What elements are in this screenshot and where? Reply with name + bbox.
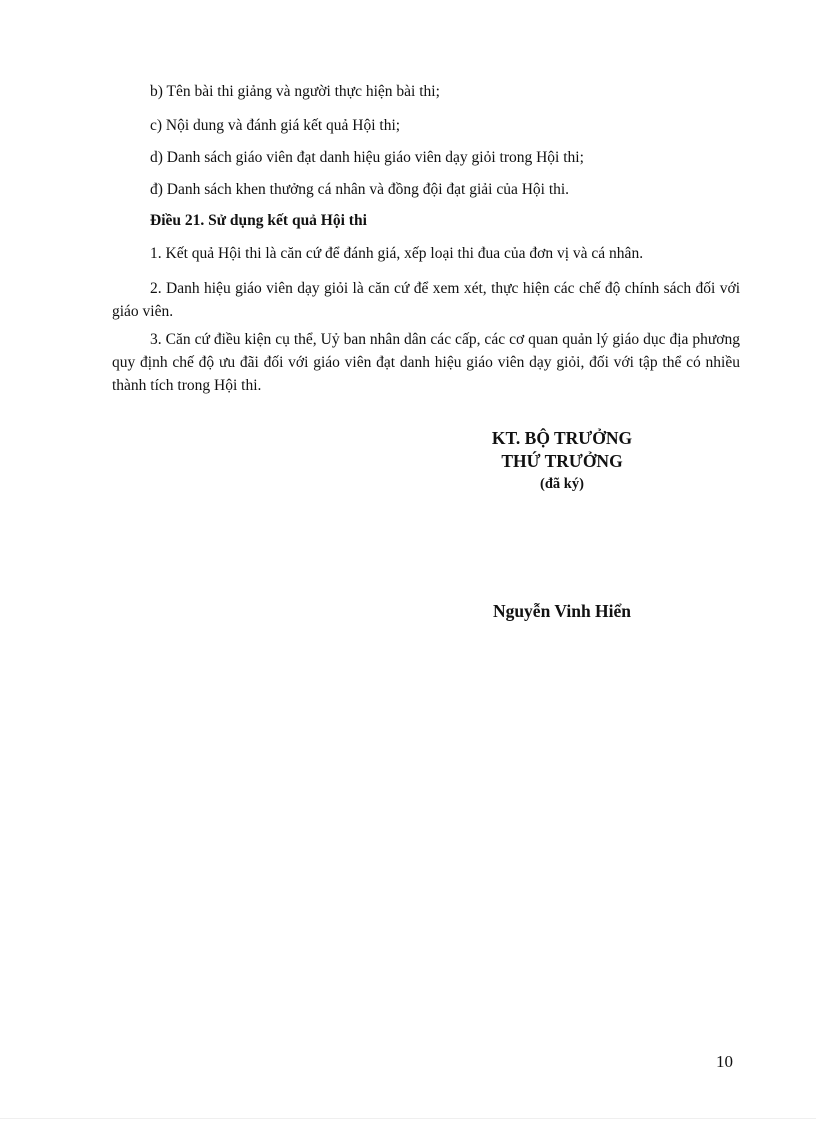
list-item-b: b) Tên bài thi giảng và người thực hiện bài thi; (150, 83, 440, 100)
signature-note: (đã ký) (540, 476, 584, 492)
signer-name: Nguyễn Vinh Hiển (492, 601, 632, 621)
paragraph-2: 2. Danh hiệu giáo viên dạy giỏi là căn cứ để xem xét, thực hiện các chế độ chính sách đối với giáo viên. (112, 280, 740, 320)
article-heading: Điều 21. Sử dụng kết quả Hội thi (150, 212, 367, 229)
list-item-d: d) Danh sách giáo viên đạt danh hiệu giáo viên dạy giỏi trong Hội thi; (150, 149, 584, 166)
paragraph-3: 3. Căn cứ điều kiện cụ thể, Uỷ ban nhân dân các cấp, các cơ quan quản lý giáo dục địa phương quy định chế độ ưu đãi đối với giáo viên đạt danh hiệu giáo viên dạy giỏi, đối với tập thể có nhiều thành tích trong Hội thi. (112, 331, 740, 394)
signature-title-line1: KT. BỘ TRƯỞNG (491, 428, 633, 448)
list-item-c: c) Nội dung và đánh giá kết quả Hội thi; (150, 117, 401, 134)
signature-block (454, 427, 670, 495)
paragraph-1: 1. Kết quả Hội thi là căn cứ để đánh giá, xếp loại thi đua của đơn vị và cá nhân. (150, 245, 644, 262)
page-number: 10 (716, 1052, 733, 1071)
signature-title-line2: THỨ TRƯỞNG (501, 451, 623, 471)
page-bottom-edge (0, 1118, 816, 1119)
list-item-dd: đ) Danh sách khen thưởng cá nhân và đồng đội đạt giải của Hội thi. (150, 181, 570, 198)
